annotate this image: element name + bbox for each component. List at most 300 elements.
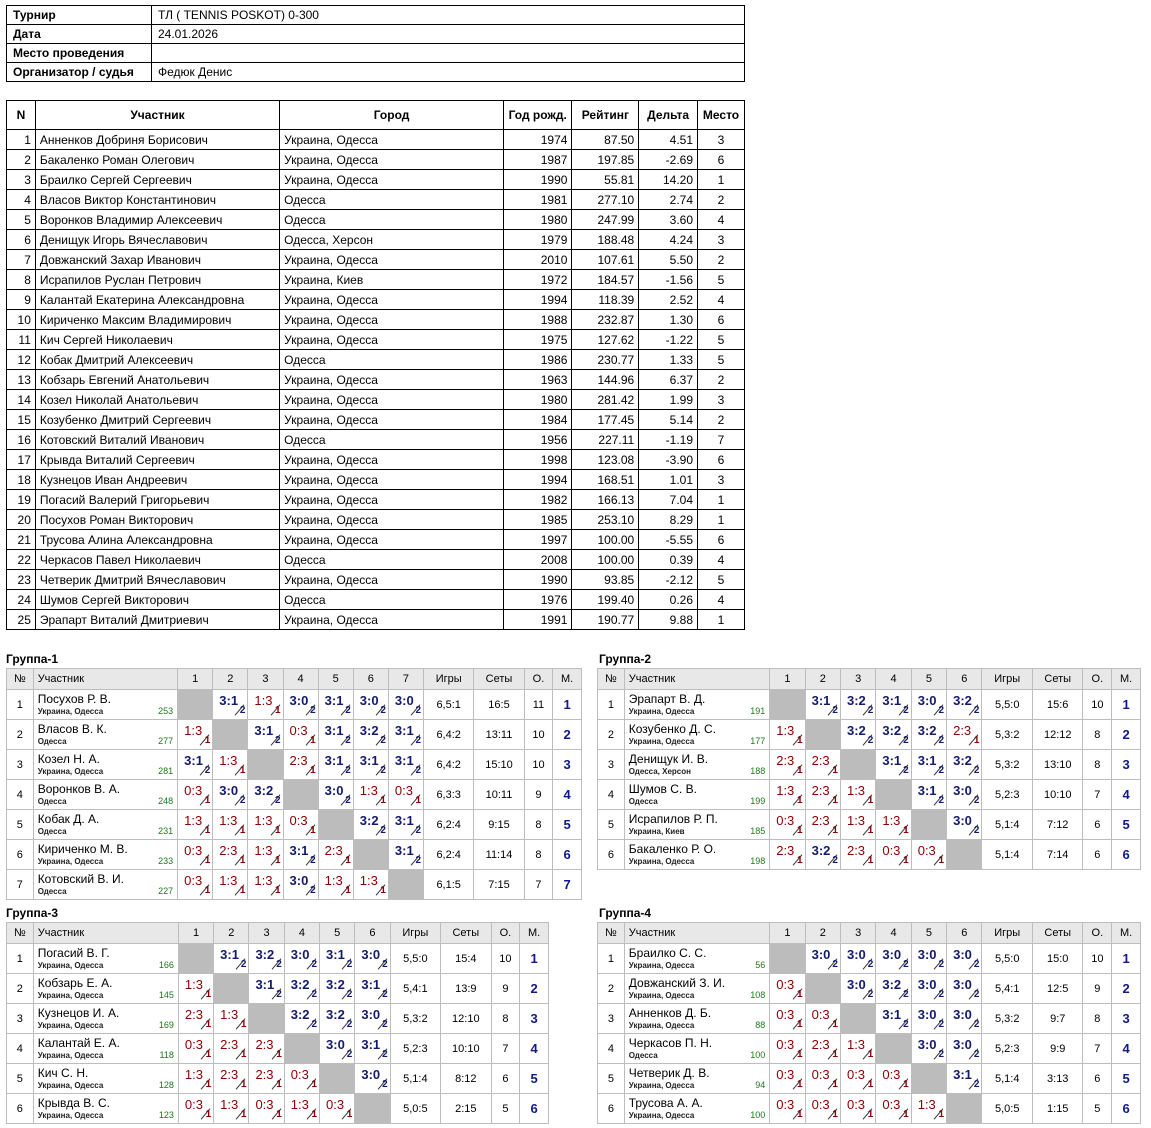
group-2-table: [597, 668, 1141, 870]
group-games: 6,2:4: [424, 840, 474, 870]
match-score: 0:3: [184, 843, 203, 858]
match-points: 2: [903, 735, 909, 746]
participant-cell: 4: [698, 550, 745, 570]
group-sets: 12:5: [1032, 974, 1083, 1004]
match-result-cell: [876, 944, 911, 974]
match-points: 1: [274, 825, 281, 836]
group-sets: 13:11: [474, 720, 524, 750]
match-result-cell: [283, 720, 318, 750]
group-player-rating: 166: [158, 960, 174, 970]
participant-cell: Одесса: [280, 350, 504, 370]
match-result-cell: [214, 1034, 249, 1064]
match-points: 2: [973, 765, 980, 776]
group-games: 6,5:1: [424, 690, 474, 720]
match-score: 1:3: [219, 873, 238, 888]
group-header-row: [598, 669, 1141, 690]
participant-cell: Довжанский Захар Иванович: [35, 250, 279, 270]
group-place: 1: [520, 944, 549, 974]
group-points: 6: [1083, 1064, 1112, 1094]
group-row: [7, 974, 549, 1004]
match-points: 2: [274, 795, 281, 806]
match-score: 3:1: [917, 783, 937, 798]
match-points: 2: [345, 795, 351, 806]
match-result-cell: [805, 840, 840, 870]
group-header-points: О.: [491, 923, 520, 944]
participant-cell: 3: [698, 470, 745, 490]
group-row: [7, 870, 582, 900]
match-points: 1: [276, 1079, 282, 1090]
match-result-cell: [770, 1064, 805, 1094]
match-points: 2: [938, 705, 945, 716]
match-points: 1: [311, 1079, 318, 1090]
match-result-cell: [876, 810, 911, 840]
group-player-city: Украина, Одесса: [628, 961, 695, 970]
group-player-name: Посухов Р. В.: [37, 692, 111, 706]
participant-cell: 6: [698, 150, 745, 170]
participant-row: [7, 270, 745, 290]
group-player-cell: [33, 1034, 178, 1064]
group-place: 5: [1112, 1064, 1141, 1094]
match-score: 1:3: [220, 1097, 239, 1112]
participant-cell: 1.30: [639, 310, 698, 330]
group-row: [598, 810, 1141, 840]
match-result-cell: [320, 1034, 355, 1064]
match-score: 0:3: [394, 783, 413, 798]
group-player-number: 3: [7, 1004, 34, 1034]
group-player-rating: 128: [158, 1080, 174, 1090]
match-score: 2:3: [184, 1007, 203, 1022]
match-result-cell: [840, 780, 875, 810]
match-score: 3:0: [917, 947, 937, 962]
group-player-name: Браилко С. С.: [628, 946, 707, 960]
match-score: 3:0: [953, 947, 972, 962]
group-header-player: Участник: [33, 923, 178, 944]
group-header-opponent: 2: [805, 923, 840, 944]
group-player-rating: 185: [750, 826, 766, 836]
match-points: 2: [938, 1049, 945, 1060]
participant-cell: 1.33: [639, 350, 698, 370]
match-points: 2: [867, 705, 874, 716]
match-score: 1:3: [290, 1097, 309, 1112]
participant-row: [7, 230, 745, 250]
self-match-cell: [248, 750, 283, 780]
match-points: 2: [311, 1019, 318, 1030]
match-points: 1: [310, 765, 316, 776]
participant-cell: 0.26: [639, 590, 698, 610]
match-result-cell: [947, 690, 982, 720]
participant-cell: 8.29: [639, 510, 698, 530]
match-points: 1: [345, 855, 351, 866]
match-result-cell: [178, 1004, 213, 1034]
self-match-cell: [911, 1064, 946, 1094]
group-games: 6,1:5: [424, 870, 474, 900]
group-header-games: Игры: [982, 669, 1033, 690]
group-row: [7, 810, 582, 840]
participant-cell: 4: [698, 290, 745, 310]
match-points: 2: [938, 989, 945, 1000]
match-result-cell: [911, 840, 946, 870]
match-score: 0:3: [326, 1097, 345, 1112]
group-player-city: Одесса: [37, 737, 67, 746]
group-place: 6: [520, 1094, 549, 1124]
match-points: 1: [867, 1049, 874, 1060]
match-result-cell: [805, 1064, 840, 1094]
match-result-cell: [318, 780, 353, 810]
match-score: 3:0: [917, 1037, 937, 1052]
match-score: 3:2: [290, 1007, 310, 1022]
group-place: 2: [1112, 974, 1141, 1004]
participant-cell: Эрапарт Виталий Дмитриевич: [35, 610, 279, 630]
group-player-cell: [33, 870, 177, 900]
group-player-name: Кич С. Н.: [37, 1066, 89, 1080]
match-points: 2: [903, 705, 909, 716]
match-points: 1: [274, 855, 281, 866]
match-result-cell: [283, 750, 318, 780]
group-place: 5: [1112, 810, 1141, 840]
group-sets: 15:10: [474, 750, 524, 780]
match-result-cell: [178, 840, 213, 870]
match-result-cell: [355, 1004, 390, 1034]
match-score: 3:1: [220, 947, 239, 962]
participant-cell: 1984: [503, 410, 571, 430]
group-sets: 10:10: [1032, 780, 1083, 810]
match-result-cell: [911, 690, 946, 720]
group-row: [598, 750, 1141, 780]
match-points: 1: [867, 1079, 874, 1090]
group-row: [7, 1004, 549, 1034]
match-result-cell: [805, 810, 840, 840]
participant-cell: 1956: [503, 430, 571, 450]
participant-cell: 14: [7, 390, 36, 410]
participant-cell: Кобак Дмитрий Алексеевич: [35, 350, 279, 370]
match-result-cell: [876, 690, 911, 720]
info-row: [7, 25, 745, 44]
participant-cell: Украина, Одесса: [280, 410, 504, 430]
participant-cell: 5: [698, 270, 745, 290]
match-score: 0:3: [776, 1067, 795, 1082]
match-score: 2:3: [846, 843, 866, 858]
group-player-cell: [33, 720, 177, 750]
participant-row: [7, 530, 745, 550]
group-header-row: [598, 923, 1141, 944]
participant-cell: 1963: [503, 370, 571, 390]
participant-cell: -3.90: [639, 450, 698, 470]
participant-cell: Четверик Дмитрий Вячеславович: [35, 570, 279, 590]
group-row: [7, 690, 582, 720]
participant-cell: 6: [698, 450, 745, 470]
participant-cell: 1981: [503, 190, 571, 210]
participant-row: [7, 150, 745, 170]
participant-cell: 4: [698, 590, 745, 610]
match-points: 2: [239, 705, 246, 716]
group-2-title: Группа-2: [599, 652, 652, 666]
group-sets: 13:9: [441, 974, 491, 1004]
match-points: 2: [938, 765, 945, 776]
participant-cell: 1: [698, 170, 745, 190]
participant-cell: 0.39: [639, 550, 698, 570]
participant-cell: 1990: [503, 570, 571, 590]
self-match-cell: [840, 750, 875, 780]
group-header-opponent: 3: [840, 669, 875, 690]
group-header-opponent: 1: [178, 669, 213, 690]
group-games: 5,4:1: [390, 974, 440, 1004]
match-score: 0:3: [882, 843, 901, 858]
match-points: 2: [903, 765, 909, 776]
match-score: 1:3: [846, 783, 866, 798]
match-result-cell: [947, 750, 982, 780]
participant-cell: 2: [698, 370, 745, 390]
group-player-rating: 248: [158, 796, 174, 806]
match-score: 1:3: [254, 813, 273, 828]
participant-cell: Украина, Одесса: [280, 510, 504, 530]
match-score: 3:0: [953, 813, 972, 828]
group-player-rating: 188: [750, 766, 766, 776]
group-player-number: 2: [7, 974, 34, 1004]
match-result-cell: [283, 810, 318, 840]
participant-cell: 4.24: [639, 230, 698, 250]
group-place: 4: [1112, 1034, 1141, 1064]
participant-cell: 5: [7, 210, 36, 230]
participant-cell: Бакаленко Роман Олегович: [35, 150, 279, 170]
group-header-opponent: 4: [876, 923, 911, 944]
group-header-sets: Сеты: [441, 923, 491, 944]
match-score: 0:3: [917, 843, 936, 858]
participant-cell: 107.61: [572, 250, 639, 270]
match-points: 1: [239, 825, 246, 836]
participant-cell: -1.22: [639, 330, 698, 350]
group-sets: 9:15: [474, 810, 524, 840]
group-player-number: 1: [598, 690, 625, 720]
group-games: 6,4:2: [424, 720, 474, 750]
match-score: 3:1: [255, 977, 275, 992]
match-points: 2: [867, 959, 874, 970]
participant-cell: 1974: [503, 130, 571, 150]
group-header-games: Игры: [390, 923, 440, 944]
match-points: 2: [415, 765, 422, 776]
self-match-cell: [353, 840, 388, 870]
group-header-sets: Сеты: [474, 669, 524, 690]
match-score: 1:3: [882, 813, 901, 828]
match-result-cell: [840, 840, 875, 870]
match-score: 0:3: [846, 1097, 866, 1112]
match-result-cell: [320, 944, 355, 974]
match-result-cell: [283, 690, 318, 720]
self-match-cell: [947, 1094, 982, 1124]
participant-cell: 5.50: [639, 250, 698, 270]
group-header-opponent: 6: [355, 923, 390, 944]
match-score: 0:3: [882, 1097, 901, 1112]
group-player-rating: 231: [158, 826, 174, 836]
group-player-number: 5: [598, 810, 625, 840]
participant-cell: 6: [698, 310, 745, 330]
participant-cell: 1988: [503, 310, 571, 330]
match-points: 1: [276, 1109, 282, 1120]
match-points: 1: [832, 765, 838, 776]
match-points: 1: [205, 1079, 212, 1090]
match-points: 2: [345, 735, 351, 746]
match-score: 3:2: [326, 1007, 345, 1022]
group-player-rating: 108: [750, 990, 766, 1000]
group-place: 1: [1112, 690, 1141, 720]
match-points: 1: [867, 1109, 874, 1120]
group-player-rating: 198: [750, 856, 766, 866]
group-place: 5: [553, 810, 582, 840]
participant-cell: Украина, Одесса: [280, 570, 504, 590]
participant-cell: -5.55: [639, 530, 698, 550]
match-result-cell: [770, 780, 805, 810]
match-result-cell: [320, 1004, 355, 1034]
participant-row: [7, 130, 745, 150]
match-result-cell: [178, 870, 213, 900]
match-points: 1: [797, 1019, 803, 1030]
match-points: 2: [310, 855, 316, 866]
match-points: 2: [382, 989, 388, 1000]
participant-row: [7, 450, 745, 470]
participant-row: [7, 550, 745, 570]
match-points: 2: [938, 735, 945, 746]
group-row: [7, 1094, 549, 1124]
match-result-cell: [770, 720, 805, 750]
group-sets: 7:14: [1032, 840, 1083, 870]
participant-cell: 100.00: [572, 530, 639, 550]
match-result-cell: [947, 720, 982, 750]
group-row: [598, 1064, 1141, 1094]
group-1-title: Группа-1: [6, 652, 59, 666]
group-player-number: 1: [7, 944, 34, 974]
match-result-cell: [388, 840, 423, 870]
match-score: 3:2: [254, 783, 274, 798]
group-player-cell: [624, 1004, 769, 1034]
participant-cell: 1990: [503, 170, 571, 190]
group-games: 5,1:4: [982, 810, 1033, 840]
match-points: 2: [274, 735, 281, 746]
match-score: 3:1: [219, 693, 239, 708]
group-points: 7: [491, 1034, 520, 1064]
match-score: 2:3: [289, 753, 308, 768]
match-result-cell: [283, 840, 318, 870]
match-result-cell: [770, 810, 805, 840]
group-1-table: [6, 668, 582, 900]
match-result-cell: [355, 974, 390, 1004]
participants-table: [6, 100, 745, 630]
participant-cell: Одесса: [280, 190, 504, 210]
group-place: 6: [1112, 1094, 1141, 1124]
group-player-number: 3: [7, 750, 34, 780]
participant-cell: 3.60: [639, 210, 698, 230]
match-result-cell: [213, 750, 248, 780]
match-score: 0:3: [184, 873, 203, 888]
match-score: 1:3: [846, 1037, 866, 1052]
match-points: 2: [380, 705, 386, 716]
match-result-cell: [318, 720, 353, 750]
group-place: 7: [553, 870, 582, 900]
group-player-name: Крывда В. С.: [37, 1096, 110, 1110]
group-points: 10: [1083, 690, 1112, 720]
group-header-points: О.: [1083, 669, 1112, 690]
participant-cell: 2.74: [639, 190, 698, 210]
group-games: 6,4:2: [424, 750, 474, 780]
participant-cell: Украина, Одесса: [280, 290, 504, 310]
match-result-cell: [213, 840, 248, 870]
match-result-cell: [283, 870, 318, 900]
participant-row: [7, 430, 745, 450]
match-score: 3:0: [811, 947, 831, 962]
match-points: 2: [346, 989, 353, 1000]
match-score: 3:2: [255, 947, 275, 962]
group-player-name: Козубенко Д. С.: [628, 722, 717, 736]
group-row: [598, 1094, 1141, 1124]
self-match-cell: [388, 870, 423, 900]
match-score: 1:3: [846, 813, 866, 828]
participant-cell: Украина, Киев: [280, 270, 504, 290]
group-header-num: №: [598, 669, 625, 690]
participants-header: Место: [698, 101, 745, 130]
match-points: 1: [973, 735, 980, 746]
group-player-city: Украина, Одесса: [628, 991, 695, 1000]
group-games: 5,0:5: [982, 1094, 1033, 1124]
match-points: 1: [310, 735, 316, 746]
match-score: 2:3: [811, 783, 830, 798]
match-result-cell: [911, 974, 946, 1004]
group-sets: 10:10: [441, 1034, 491, 1064]
participant-cell: 14.20: [639, 170, 698, 190]
info-value: ТЛ ( TENNIS POSKOT) 0-300: [152, 6, 745, 25]
group-row: [598, 840, 1141, 870]
participant-cell: Козел Николай Анатольевич: [35, 390, 279, 410]
group-sets: 13:10: [1032, 750, 1083, 780]
participant-cell: 6: [7, 230, 36, 250]
group-header-opponent: 5: [911, 669, 946, 690]
group-points: 8: [1083, 750, 1112, 780]
participant-cell: Украина, Одесса: [280, 610, 504, 630]
group-player-number: 6: [7, 840, 34, 870]
match-score: 0:3: [882, 1067, 901, 1082]
group-player-city: Украина, Одесса: [628, 707, 695, 716]
group-points: 9: [491, 974, 520, 1004]
group-header-points: О.: [524, 669, 553, 690]
participant-cell: 1: [698, 490, 745, 510]
group-games: 5,2:3: [982, 1034, 1033, 1064]
participant-cell: 2: [7, 150, 36, 170]
participant-cell: 2: [698, 250, 745, 270]
match-score: 3:0: [289, 693, 309, 708]
match-points: 2: [380, 735, 386, 746]
group-player-name: Бакаленко Р. О.: [628, 842, 717, 856]
group-player-number: 6: [598, 840, 625, 870]
match-score: 1:3: [324, 873, 343, 888]
group-games: 5,3:2: [982, 1004, 1033, 1034]
match-result-cell: [178, 1094, 213, 1124]
group-player-city: Украина, Одесса: [37, 961, 104, 970]
match-points: 2: [382, 1079, 388, 1090]
match-score: 2:3: [255, 1037, 274, 1052]
participant-cell: 197.85: [572, 150, 639, 170]
participant-cell: Украина, Одесса: [280, 170, 504, 190]
match-result-cell: [876, 974, 911, 1004]
self-match-cell: [911, 810, 946, 840]
group-header-opponent: 5: [911, 923, 946, 944]
match-points: 2: [346, 1019, 353, 1030]
match-points: 1: [205, 1019, 212, 1030]
group-sets: 3:13: [1032, 1064, 1083, 1094]
match-result-cell: [284, 1064, 319, 1094]
group-player-city: Украина, Одесса: [628, 1111, 695, 1120]
match-score: 3:2: [953, 693, 972, 708]
match-result-cell: [318, 750, 353, 780]
group-header-opponent: 4: [283, 669, 318, 690]
group-player-name: Шумов С. В.: [628, 782, 697, 796]
participant-cell: 9.88: [639, 610, 698, 630]
